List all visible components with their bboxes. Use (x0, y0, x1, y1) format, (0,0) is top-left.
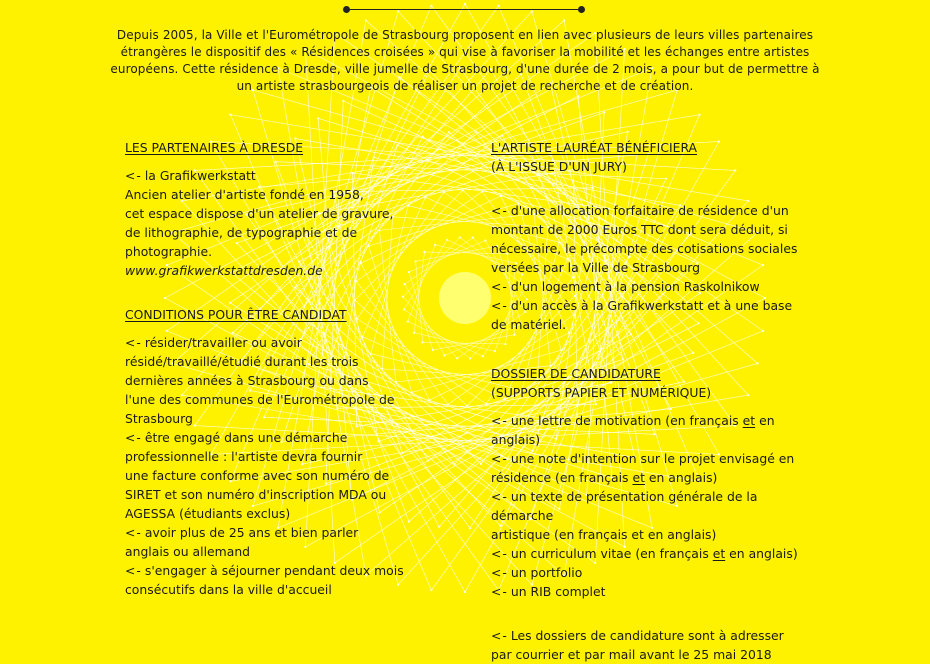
dossier-item-5-text: un portfolio (510, 565, 583, 580)
artist-heading: L'ARTISTE LAURÉAT BÉNÉFICIERA (491, 140, 698, 155)
dossier-item-1-end: en anglais) (491, 413, 775, 447)
dossier-subheading: (SUPPORTS PAPIER ET NUMÉRIQUE) (491, 385, 712, 400)
benefit-1-line-2: montant de 2000 Euros TTC dont sera déduit, si (491, 222, 788, 237)
dossier-item-2-et: et (632, 470, 645, 485)
benefit-1 (491, 201, 821, 277)
conditions-heading: CONDITIONS POUR ÊTRE CANDIDAT (125, 307, 347, 322)
condition-2-line-4: SIRET et son numéro d'inscription MDA ou (125, 487, 387, 502)
dossier-heading: DOSSIER DE CANDIDATURE (491, 366, 661, 381)
bullet-arrow-icon: <- (491, 565, 508, 580)
condition-2-line-3: une facture conforme avec son numéro de (125, 468, 390, 483)
dossier-item-6 (491, 582, 821, 601)
dossier-item-2-text: résidence (en français (491, 470, 633, 485)
bullet-arrow-icon: <- (125, 168, 142, 183)
bullet-arrow-icon: <- (491, 546, 508, 561)
benefit-3 (491, 296, 821, 334)
bullet-arrow-icon: <- (125, 335, 142, 350)
dossier-item-5 (491, 563, 821, 582)
partners-desc-3: de lithographie, de typographie et de (125, 225, 358, 240)
divider-dot-left (343, 6, 350, 13)
bullet-arrow-icon: <- (125, 525, 142, 540)
partners-heading: LES PARTENAIRES À DRESDE (125, 140, 304, 155)
bullet-arrow-icon: <- (491, 279, 508, 294)
partners-item-text: la Grafikwerkstatt (144, 168, 256, 183)
condition-4 (125, 561, 425, 599)
partners-desc-1: Ancien atelier d'artiste fondé en 1958, (125, 187, 364, 202)
artist-subheading: (À L'ISSUE D'UN JURY) (491, 159, 627, 174)
partners-website-link[interactable]: www.grafikwerkstattdresden.de (125, 263, 323, 278)
condition-1-line-4: l'une des communes de l'Eurométropole de (125, 392, 395, 407)
right-column (491, 138, 821, 664)
dossier-item-1-et: et (742, 413, 756, 428)
condition-1-line-5: Strasbourg (125, 411, 193, 426)
dossier-item-3 (491, 487, 821, 544)
partners-item (125, 166, 425, 185)
top-divider (346, 9, 582, 10)
dossier-item-4-end: en anglais) (725, 546, 798, 561)
bullet-arrow-icon: <- (491, 413, 508, 428)
left-column (125, 138, 425, 599)
condition-2-line-2: professionnelle : l'artiste devra fournir (125, 449, 363, 464)
condition-4-line-1: s'engager à séjourner pendant deux mois (144, 563, 404, 578)
bullet-arrow-icon: <- (125, 430, 142, 445)
condition-3-line-2: anglais ou allemand (125, 544, 251, 559)
bullet-arrow-icon: <- (491, 489, 508, 504)
benefit-3-line-1: d'un accès à la Grafikwerkstatt et à une base (510, 298, 793, 313)
bullet-arrow-icon: <- (491, 451, 508, 466)
benefit-2-line-1: d'un logement à la pension Raskolnikow (510, 279, 760, 294)
dossier-item-2-end: en anglais) (644, 470, 718, 485)
dossier-item-2 (491, 449, 821, 487)
condition-2 (125, 428, 425, 523)
bullet-arrow-icon: <- (491, 298, 508, 313)
bullet-arrow-icon: <- (125, 563, 142, 578)
dossier-item-3-line-1: un texte de présentation générale de la démarche (491, 489, 758, 523)
dossier-closing-line-2: par courrier et par mail avant le 25 mai 2018 (491, 647, 772, 662)
condition-3-line-1: avoir plus de 25 ans et bien parler (144, 525, 359, 540)
benefit-1-line-3: nécessaire, le précompte des cotisations sociales (491, 241, 798, 256)
dossier-item-1-text: une lettre de motivation (en français (510, 413, 743, 428)
dossier-item-3-line-2: artistique (en français et en anglais) (491, 527, 717, 542)
partners-desc-4: photographie. (125, 244, 213, 259)
benefit-1-line-4: versées par la Ville de Strasbourg (491, 260, 701, 275)
partners-desc-2: cet espace dispose d'un atelier de gravure, (125, 206, 394, 221)
condition-2-line-5: AGESSA (étudiants exclus) (125, 506, 291, 521)
divider-dot-right (578, 6, 585, 13)
condition-2-line-1: être engagé dans une démarche (144, 430, 348, 445)
benefit-2 (491, 277, 821, 296)
dossier-item-1 (491, 411, 821, 449)
bullet-arrow-icon: <- (491, 628, 508, 643)
dossier-closing-line-1: Les dossiers de candidature sont à adresser (510, 628, 784, 643)
condition-1-line-2: résidé/travaillé/étudié durant les trois (125, 354, 359, 369)
condition-1-line-3: dernières années à Strasbourg ou dans (125, 373, 369, 388)
dossier-item-6-text: un RIB complet (510, 584, 606, 599)
dossier-item-2-line-1: une note d'intention sur le projet envisagé en (510, 451, 795, 466)
bullet-arrow-icon: <- (491, 203, 508, 218)
dossier-item-4-et: et (712, 546, 726, 561)
condition-1 (125, 333, 425, 428)
intro-paragraph: Depuis 2005, la Ville et l'Eurométropole de Strasbourg proposent en lien avec plusieurs de leurs villes partenaires étrangères le dispositif des « Résidences croisées » qui vise à favoriser la mobilité et les échanges entre artistes européens. Cette résidence à Dresde, ville jumelle de Strasbourg, d'une durée de 2 mois, a pour but de permettre à un artiste strasbourgeois de réaliser un projet de recherche et de création. (110, 28, 820, 93)
dossier-item-4 (491, 544, 821, 563)
condition-1-line-1: résider/travailler ou avoir (144, 335, 302, 350)
dossier-closing (491, 626, 821, 664)
bullet-arrow-icon: <- (491, 584, 508, 599)
condition-4-line-2: consécutifs dans la ville d'accueil (125, 582, 332, 597)
benefit-3-line-2: de matériel. (491, 317, 567, 332)
dossier-item-4-text: un curriculum vitae (en français (510, 546, 713, 561)
benefit-1-line-1: d'une allocation forfaitaire de résidence d'un (510, 203, 789, 218)
condition-3 (125, 523, 425, 561)
